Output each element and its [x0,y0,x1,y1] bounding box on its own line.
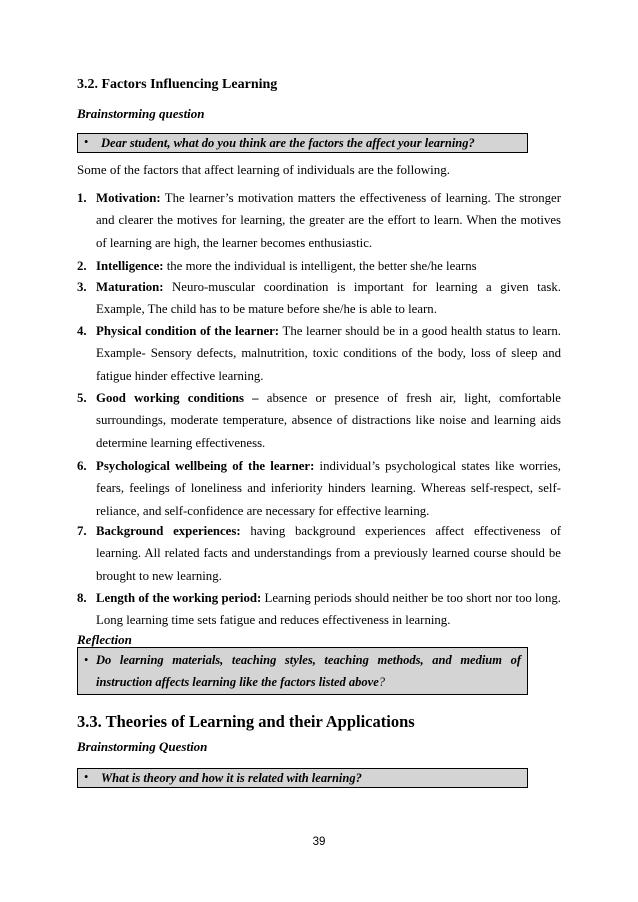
brainstorm-question-box [77,133,528,153]
item-term: Motivation: [96,191,161,205]
bullet-icon: • [84,770,89,784]
reflection-question-text [96,649,521,693]
reflection-label: Reflection [77,632,132,647]
section-heading-3-2: 3.2. Factors Influencing Learning [77,77,278,92]
list-item-psychological-wellbeing [77,455,561,522]
reflection-question-box [77,647,528,695]
item-number: 1. [77,191,87,205]
list-item-working-period [77,587,561,632]
item-term: Intelligence: [96,259,164,273]
list-item-working-conditions [77,387,561,454]
item-number: 7. [77,524,87,538]
item-text: having background experiences affect effectiveness of learning. All related facts and understandings from a previously learned course should be brought to new learning. [96,524,561,583]
reflection-question-mark: ? [378,675,386,689]
list-item-background-experiences [77,520,561,587]
bullet-icon: • [84,135,89,149]
item-text: Learning periods should neither be too short nor too long. Long learning time sets fatigue and reduces effectiveness in learning. [96,591,561,628]
item-text: individual’s psychological states like worries, fears, feelings of loneliness and inferiority hinders learning. Whereas self-respect, self-reliance, and self-confidence are necessary for effective learning. [96,459,561,518]
brainstorm-label-3-3: Brainstorming Question [77,739,208,754]
page-number: 39 [312,836,326,848]
item-term: Psychological wellbeing of the learner: [96,459,315,473]
item-number: 6. [77,459,87,473]
item-term: Maturation: [96,280,164,294]
item-text: absence or presence of fresh air, light, comfortable surroundings, moderate temperature, absence of distractions like noise and learning aids determine learning effectiveness. [96,391,561,450]
bullet-icon: • [84,653,89,667]
brainstorm-question-box-3-3 [77,768,528,788]
list-item-motivation [77,187,561,254]
section-heading-3-3: 3.3. Theories of Learning and their Applications [77,712,415,731]
item-term: Background experiences: [96,524,241,538]
item-term: Good working conditions – [96,391,259,405]
brainstorm-label: Brainstorming question [77,106,205,121]
item-number: 2. [77,259,87,273]
item-text: The learner’s motivation matters the effectiveness of learning. The stronger and clearer the motives for learning, the greater are the effort to learn. When the motives of learning are high, the learner becomes enthusiastic. [96,191,561,250]
list-item-maturation [77,276,561,321]
item-number: 5. [77,391,87,405]
list-item-physical-condition [77,320,561,387]
item-term: Length of the working period: [96,591,262,605]
reflection-question: Do learning materials, teaching styles, teaching methods, and medium of instruction affects learning like the factors listed above [96,653,521,689]
brainstorm-question-3-3: What is theory and how it is related with learning? [101,771,362,785]
item-number: 8. [77,591,87,605]
item-text: the more the individual is intelligent, the better she/he learns [163,259,477,273]
brainstorm-question: Dear student, what do you think are the factors the affect your learning? [101,136,475,150]
intro-text: Some of the factors that affect learning of individuals are the following. [77,162,451,177]
item-text: Neuro-muscular coordination is important for learning a given task. Example, The child has to be mature before she/he is able to learn. [96,280,561,317]
item-number: 4. [77,324,87,338]
item-number: 3. [77,280,87,294]
item-text: The learner should be in a good health status to learn. Example- Sensory defects, malnutrition, toxic conditions of the body, loss of sleep and fatigue hinder effective learning. [96,324,561,383]
list-item-intelligence [77,255,561,277]
item-term: Physical condition of the learner: [96,324,280,338]
